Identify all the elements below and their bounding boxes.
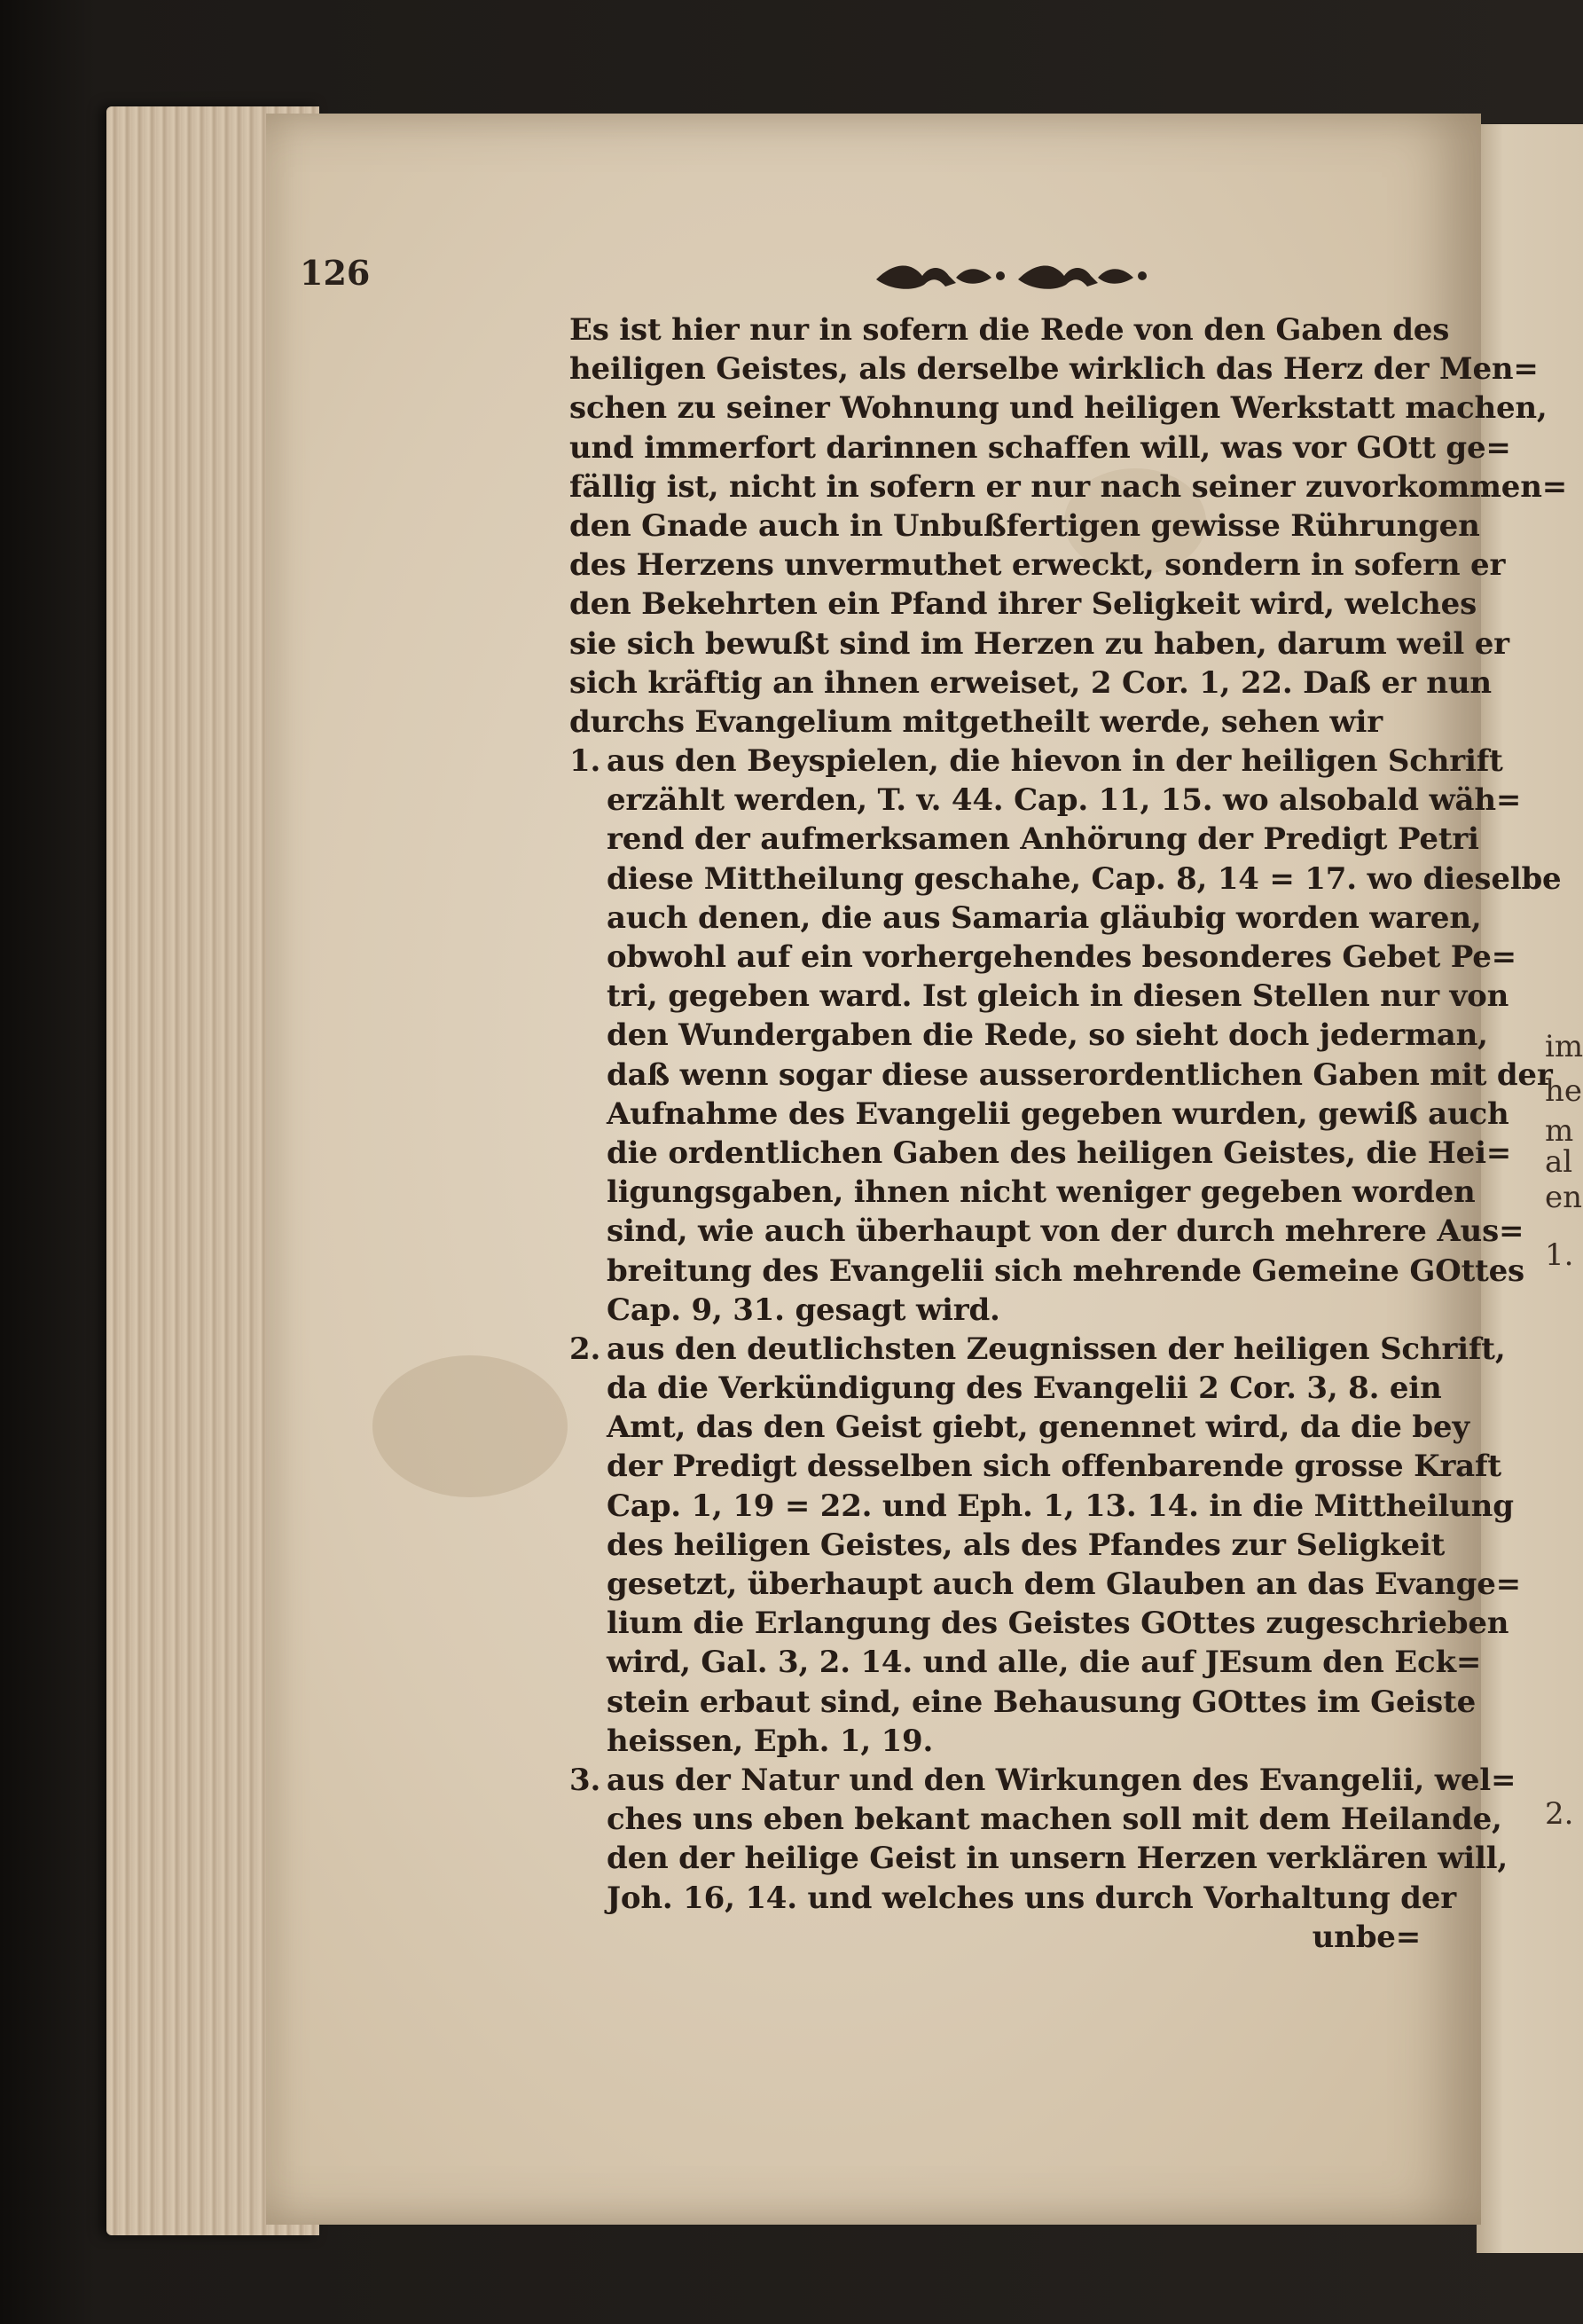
text-line: [569, 860, 1562, 899]
line-text: heiligen Geistes, als derselbe wirklich das Herz der Men=: [569, 351, 1539, 388]
line-text: daß wenn sogar diese ausserordentlichen Gaben mit der: [607, 1056, 1553, 1093]
line-text: ligungsgaben, ihnen nicht weniger gegeben worden: [607, 1174, 1476, 1211]
text-line: [569, 1369, 1456, 1408]
text-line: [569, 1212, 1524, 1251]
facing-page-fragment: 2.: [1545, 1796, 1574, 1832]
text-line: [569, 1800, 1502, 1839]
text-line: [569, 1173, 1476, 1212]
line-text: obwohl auf ein vorhergehendes besonderes Gebet Pe=: [607, 939, 1516, 975]
facing-page-fragment: al: [1545, 1144, 1573, 1180]
line-text: Cap. 1, 19 = 22. und Eph. 1, 13. 14. in die Mittheilung: [607, 1488, 1514, 1524]
text-line: [569, 1252, 1524, 1291]
line-text: gesetzt, überhaupt auch dem Glauben an das Evange=: [607, 1566, 1521, 1602]
page-number: 126: [300, 253, 371, 293]
line-text: stein erbaut sind, eine Behausung GOttes im Geiste: [607, 1684, 1477, 1720]
text-line: [569, 428, 1511, 467]
line-text: des heiligen Geistes, als des Pfandes zur Seligkeit: [607, 1527, 1446, 1563]
text-line: [569, 899, 1482, 938]
line-text: sind, wie auch überhaupt von der durch mehrere Aus=: [607, 1213, 1524, 1250]
text-line: [569, 1839, 1509, 1878]
text-line: [569, 1095, 1509, 1134]
facing-page-fragment: 1.: [1545, 1237, 1574, 1273]
line-text: aus den deutlichsten Zeugnissen der heiligen Schrift,: [607, 1331, 1506, 1367]
text-line: [569, 1447, 1501, 1486]
text-line: [569, 1330, 1506, 1369]
line-text: den Bekehrten ein Pfand ihrer Seligkeit wird, welches: [569, 586, 1477, 623]
line-text: der Predigt desselben sich offenbarende grosse Kraft: [607, 1449, 1501, 1485]
text-line: [569, 663, 1492, 703]
text-line: [569, 703, 1456, 742]
line-text: Amt, das den Geist giebt, genennet wird, da die bey: [607, 1409, 1469, 1446]
text-line: [569, 820, 1479, 859]
line-text: aus der Natur und den Wirkungen des Evangelii, wel=: [607, 1762, 1516, 1798]
text-line: [569, 1487, 1514, 1526]
text-line: [569, 1526, 1456, 1565]
text-line: [569, 467, 1568, 506]
text-line: [569, 1879, 1456, 1918]
text-line: [569, 310, 1456, 349]
text-line: [569, 1408, 1469, 1447]
facing-page-fragment: en: [1545, 1180, 1583, 1215]
line-text: sich kräftig an ihnen erweiset, 2 Cor. 1, 22. Daß er nun: [569, 664, 1492, 701]
text-line: [569, 977, 1509, 1016]
line-text: heissen, Eph. 1, 19.: [607, 1723, 934, 1759]
line-text: Cap. 9, 31. gesagt wird.: [607, 1292, 1000, 1328]
text-line: [569, 1683, 1477, 1722]
text-line: [569, 1722, 1456, 1761]
facing-page-fragment: im: [1545, 1029, 1583, 1064]
text-line: [569, 1761, 1516, 1800]
list-number: 3.: [569, 1762, 601, 1798]
text-line: [569, 1016, 1488, 1055]
line-text: lium die Erlangung des Geistes GOttes zugeschrieben: [607, 1606, 1509, 1642]
facing-page-fragment: he: [1545, 1073, 1583, 1109]
text-line: [569, 781, 1522, 820]
line-text: ches uns eben bekant machen soll mit dem Heilande,: [607, 1802, 1502, 1838]
line-text: rend der aufmerksamen Anhörung der Predigt Petri: [607, 821, 1479, 858]
line-text: Es ist hier nur in sofern die Rede von den Gaben des: [569, 312, 1450, 348]
text-line: [569, 546, 1506, 585]
text-block: [569, 310, 1568, 1957]
ornament-vignette-icon: [867, 256, 1151, 294]
line-text: fällig ist, nicht in sofern er nur nach seiner zuvorkommen=: [569, 468, 1568, 505]
facing-page-fragment: m: [1545, 1113, 1574, 1149]
line-text: und immerfort darinnen schaffen will, was vor GOtt ge=: [569, 429, 1511, 466]
text-line: [569, 389, 1548, 428]
list-number: 2.: [569, 1331, 601, 1367]
text-line: [569, 585, 1477, 624]
line-text: Aufnahme des Evangelii gegeben wurden, gewiß auch: [607, 1095, 1509, 1132]
text-line: [569, 938, 1516, 977]
line-text: den der heilige Geist in unsern Herzen verklären will,: [607, 1841, 1509, 1877]
text-line: [569, 1604, 1509, 1643]
page-header: [300, 253, 1470, 297]
list-number: 1.: [569, 743, 601, 780]
text-line: [569, 1565, 1521, 1604]
line-text: sie sich bewußt sind im Herzen zu haben, darum weil er: [569, 625, 1509, 662]
text-line: [569, 1291, 1456, 1330]
line-text: durchs Evangelium mitgetheilt werde, sehen wir: [569, 703, 1383, 740]
line-text: tri, gegeben ward. Ist gleich in diesen Stellen nur von: [607, 978, 1509, 1015]
text-line: [569, 1056, 1553, 1095]
line-text: den Gnade auch in Unbußfertigen gewisse Rührungen: [569, 507, 1480, 544]
line-text: wird, Gal. 3, 2. 14. und alle, die auf JEsum den Eck=: [607, 1645, 1482, 1681]
text-line: [569, 1643, 1482, 1682]
line-text: des Herzens unvermuthet erweckt, sondern in sofern er: [569, 547, 1506, 584]
line-text: schen zu seiner Wohnung und heiligen Werkstatt machen,: [569, 390, 1548, 427]
text-line: [569, 742, 1503, 781]
line-text: da die Verkündigung des Evangelii 2 Cor. 3, 8. ein: [607, 1370, 1442, 1407]
line-text: erzählt werden, T. v. 44. Cap. 11, 15. wo alsobald wäh=: [607, 782, 1522, 819]
line-text: Joh. 16, 14. und welches uns durch Vorhaltung der: [607, 1880, 1456, 1916]
text-line: [569, 624, 1509, 663]
text-line: [569, 349, 1539, 389]
paper-stain: [372, 1355, 568, 1497]
catchword: unbe=: [1312, 1919, 1421, 1955]
text-line: [569, 506, 1480, 546]
line-text: die ordentlichen Gaben des heiligen Geistes, die Hei=: [607, 1135, 1512, 1171]
text-line: [569, 1134, 1512, 1173]
line-text: auch denen, die aus Samaria gläubig worden waren,: [607, 899, 1482, 936]
line-text: diese Mittheilung geschahe, Cap. 8, 14 = 17. wo dieselbe: [607, 860, 1562, 897]
line-text: breitung des Evangelii sich mehrende Gemeine GOttes: [607, 1252, 1524, 1289]
line-text: aus den Beyspielen, die hievon in der heiligen Schrift: [607, 743, 1503, 780]
line-text: den Wundergaben die Rede, so sieht doch jederman,: [607, 1017, 1488, 1054]
